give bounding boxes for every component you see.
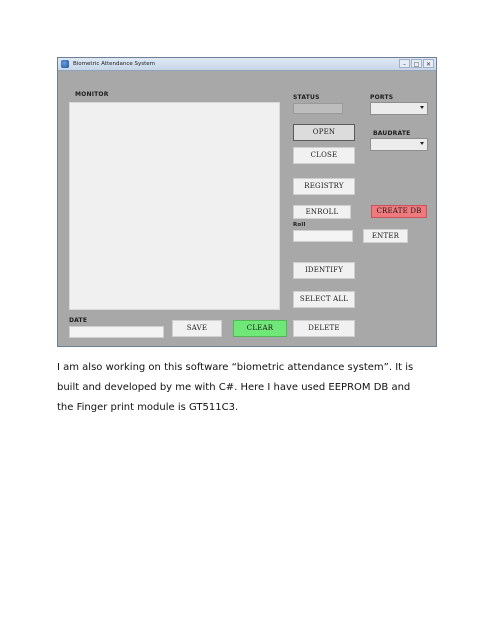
select-all-button[interactable]: SELECT ALL (293, 291, 355, 308)
ports-label: PORTS (370, 94, 394, 101)
monitor-label: MONITOR (75, 91, 109, 98)
baudrate-select[interactable] (370, 138, 428, 151)
caption-line-3: the Finger print module is GT511C3. (57, 402, 239, 413)
create-db-button[interactable]: CREATE DB (371, 205, 427, 218)
app-icon (61, 60, 69, 68)
window-controls (399, 59, 434, 68)
minimize-icon[interactable]: – (399, 59, 410, 68)
monitor-textbox[interactable] (69, 102, 280, 310)
window-title: Biometric Attendance System (73, 61, 155, 67)
roll-input[interactable] (293, 230, 353, 242)
caption-line-2: built and developed by me with C#. Here I have used EEPROM DB and (57, 382, 411, 393)
enroll-button[interactable]: ENROLL (293, 205, 351, 219)
roll-label: Roll (293, 222, 306, 228)
ports-select[interactable] (370, 102, 428, 115)
app-window (57, 57, 437, 347)
registry-button[interactable]: REGISTRY (293, 178, 355, 195)
open-button[interactable]: OPEN (293, 124, 355, 141)
close-icon[interactable]: ✕ (423, 59, 434, 68)
enter-button[interactable]: ENTER (363, 229, 408, 243)
date-label: DATE (69, 317, 88, 324)
maximize-icon[interactable]: □ (411, 59, 422, 68)
close-button[interactable]: CLOSE (293, 147, 355, 164)
caption-line-1: I am also working on this software “biometric attendance system”. It is (57, 362, 414, 373)
chevron-down-icon (420, 106, 424, 109)
clear-button[interactable]: CLEAR (233, 320, 287, 337)
status-indicator (293, 103, 343, 114)
title-bar (58, 58, 436, 71)
date-input[interactable] (69, 326, 164, 338)
caption-paragraph (57, 358, 447, 418)
baudrate-label: BAUDRATE (373, 130, 411, 137)
save-button[interactable]: SAVE (172, 320, 222, 337)
chevron-down-icon (420, 142, 424, 145)
identify-button[interactable]: IDENTIFY (293, 262, 355, 279)
delete-button[interactable]: DELETE (293, 320, 355, 337)
status-label: STATUS (293, 94, 320, 101)
